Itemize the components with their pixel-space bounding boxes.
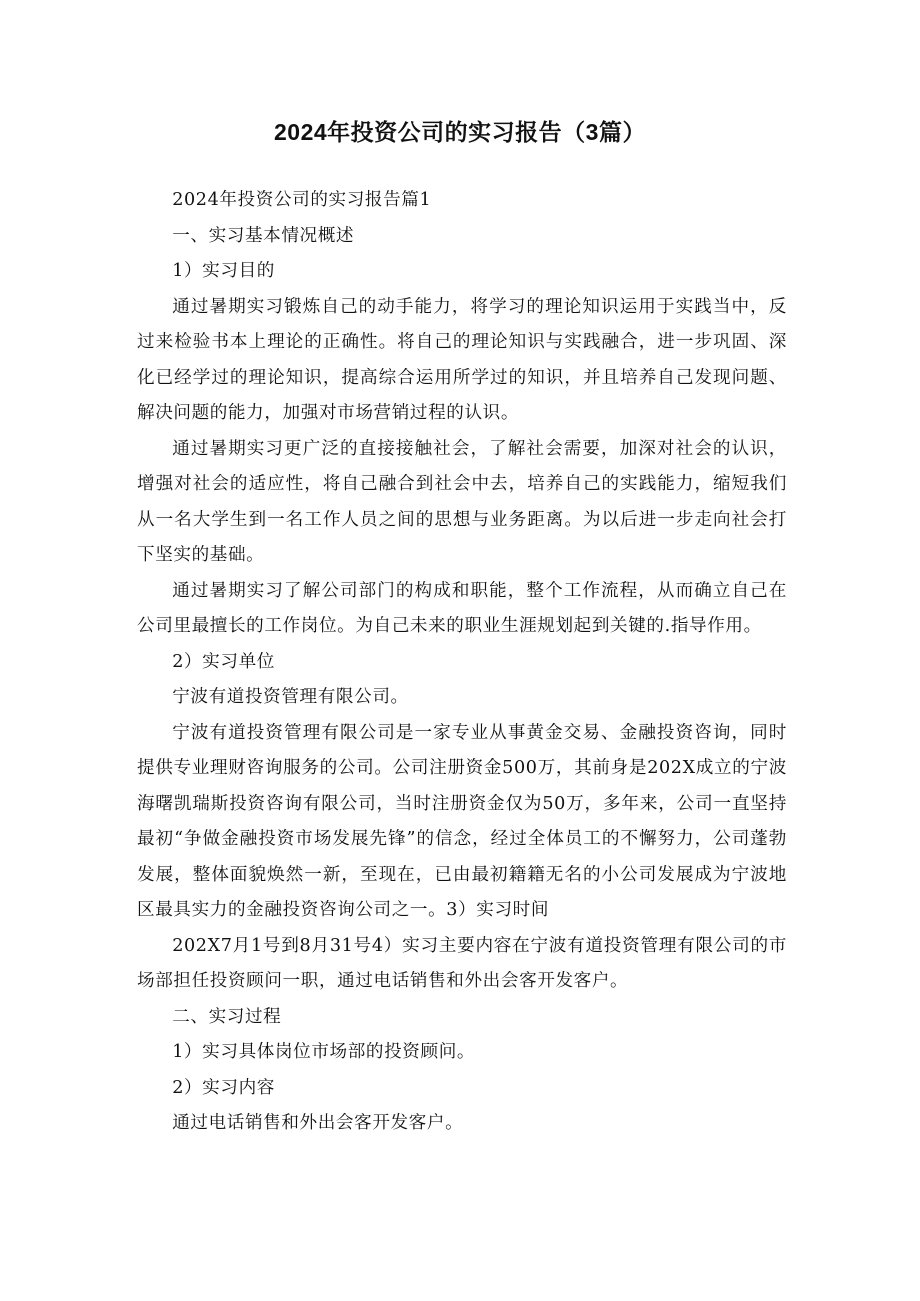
subheading: 2）实习内容 <box>172 1077 275 1098</box>
subheading: 1）实习具体岗位市场部的投资顾问。 <box>172 1042 476 1062</box>
subheading: 1）实习目的 <box>172 261 275 281</box>
document-title: 2024年投资公司的实习报告（3篇） <box>274 119 646 145</box>
paragraph: 通过暑期实习了解公司部门的构成和职能，整个工作流程，从而确立自己在公司里最擅长的工作岗位。为自己未来的职业生涯规划起到关键的.指导作用。 <box>137 580 787 636</box>
chapter-heading: 二、实习过程 <box>172 1006 282 1027</box>
subheading: 2）实习单位 <box>172 651 275 672</box>
chapter-heading: 一、实习基本情况概述 <box>172 225 355 246</box>
paragraph: 宁波有道投资管理有限公司是一家专业从事黄金交易、金融投资咨询，同时提供专业理财咨询服务的公司。公司注册资金500万，其前身是202X成立的宁波海曙凯瑞斯投资咨询有限公司，当时注册资金仅为50万，多年来，公司一直坚持最初“争做金融投资市场发展先锋”的信念，经过全体员工的不懈努力，公司蓬勃发展，整体面貌焕然一新，至现在，已由最初籍籍无名的小公司发展成为宁波地区最具实力的金融投资咨询公司之一。3）实习时间 <box>137 722 787 920</box>
paragraph: 通过暑期实习锻炼自己的动手能力，将学习的理论知识运用于实践当中，反过来检验书本上理论的正确性。将自己的理论知识与实践融合，进一步巩固、深化已经学过的理论知识，提高综合运用所学过的知识，并且培养自己发现问题、解决问题的能力，加强对市场营销过程的认识。 <box>137 296 787 423</box>
document-body <box>137 183 787 1142</box>
paragraph: 202X7月1号到8月31号4）实习主要内容在宁波有道投资管理有限公司的市场部担任投资顾问一职，通过电话销售和外出会客开发客户。 <box>137 935 787 991</box>
paragraph: 宁波有道投资管理有限公司。 <box>172 687 409 707</box>
paragraph: 通过暑期实习更广泛的直接接触社会，了解社会需要，加深对社会的认识，增强对社会的适应性，将自己融合到社会中去，培养自己的实践能力，缩短我们从一名大学生到一名工作人员之间的思想与业务距离。为以后进一步走向社会打下坚实的基础。 <box>137 438 787 565</box>
paragraph: 通过电话销售和外出会客开发客户。 <box>172 1113 464 1133</box>
section-heading: 2024年投资公司的实习报告篇1 <box>172 190 432 210</box>
